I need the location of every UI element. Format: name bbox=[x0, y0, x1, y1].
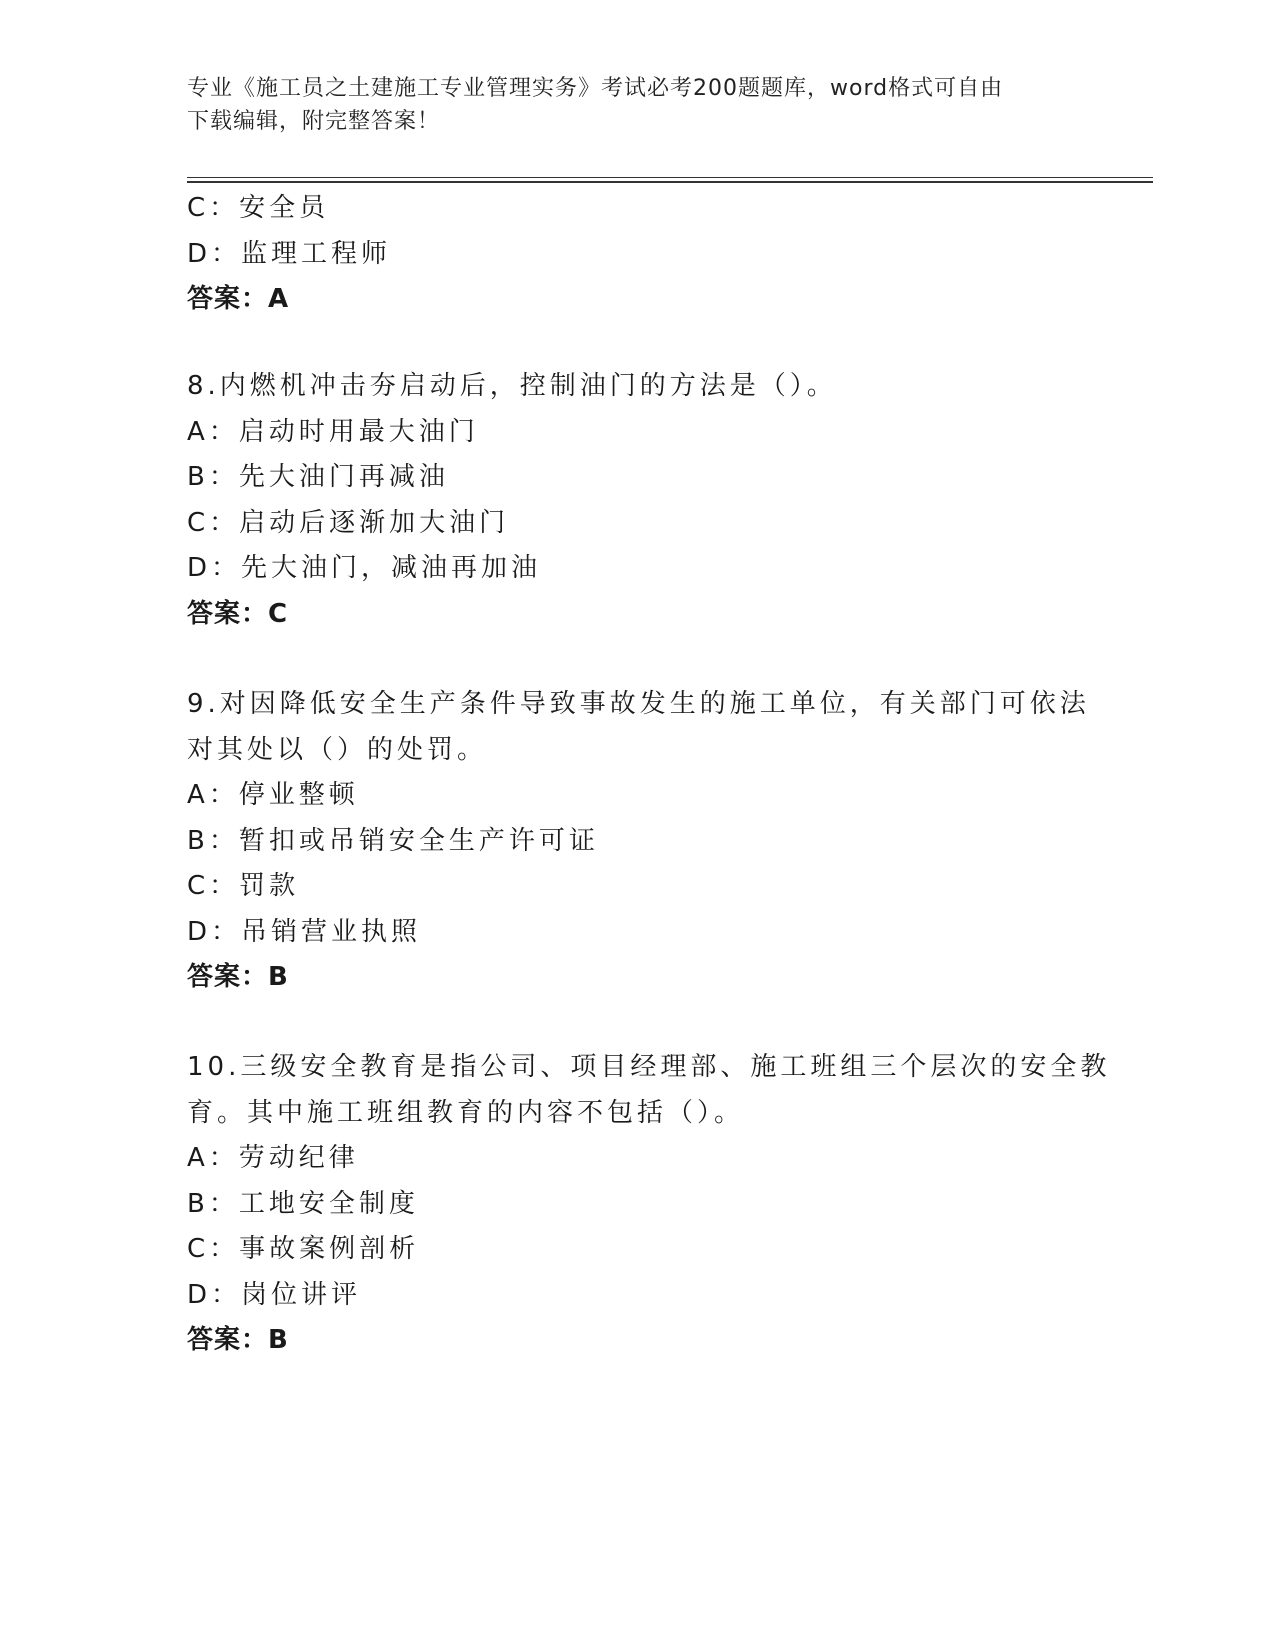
option-b: B：工地安全制度 bbox=[187, 1188, 419, 1219]
option-a: A：停业整顿 bbox=[187, 780, 359, 810]
question-text-line-1: 9.对因降低安全生产条件导致事故发生的施工单位，有关部门可依法 bbox=[187, 689, 1090, 719]
option-b: B：暂扣或吊销安全生产许可证 bbox=[187, 825, 599, 856]
option-d: D：先大油门，减油再加油 bbox=[187, 553, 542, 583]
header-divider-top bbox=[187, 177, 1153, 178]
option-b: B：先大油门再减油 bbox=[187, 462, 449, 492]
question-text-line-2: 育。其中施工班组教育的内容不包括（）。 bbox=[187, 1097, 745, 1128]
question-10 bbox=[187, 1045, 1111, 1364]
answer: 答案：A bbox=[187, 284, 290, 314]
option-a: A：启动时用最大油门 bbox=[187, 416, 479, 447]
answer: 答案：B bbox=[187, 1325, 289, 1355]
option-d: D：监理工程师 bbox=[187, 238, 392, 269]
option-c: C：启动后逐渐加大油门 bbox=[187, 507, 510, 538]
carry-over-block bbox=[187, 186, 1087, 323]
option-d: D：吊销营业执照 bbox=[187, 916, 422, 947]
option-d: D：岗位讲评 bbox=[187, 1279, 362, 1310]
question-text-line-1: 10.三级安全教育是指公司、项目经理部、施工班组三个层次的安全教 bbox=[187, 1052, 1111, 1082]
question-text-line-2: 对其处以（）的处罚。 bbox=[187, 734, 488, 765]
header-divider-bottom bbox=[187, 181, 1153, 183]
option-c: C：罚款 bbox=[187, 871, 300, 901]
answer: 答案：B bbox=[187, 962, 289, 992]
header-line-2: 下载编辑，附完整答案！ bbox=[187, 109, 441, 134]
question-9 bbox=[187, 682, 1090, 1001]
option-c: C：安全员 bbox=[187, 193, 330, 223]
answer: 答案：C bbox=[187, 598, 289, 629]
option-c: C：事故案例剖析 bbox=[187, 1234, 420, 1264]
question-8 bbox=[187, 364, 1087, 637]
option-a: A：劳动纪律 bbox=[187, 1143, 359, 1173]
header-line-1: 专业《施工员之土建施工专业管理实务》考试必考200题题库，word格式可自由 bbox=[187, 76, 1004, 101]
document-header bbox=[187, 72, 1067, 138]
question-text: 8.内燃机冲击夯启动后，控制油门的方法是（）。 bbox=[187, 371, 837, 401]
